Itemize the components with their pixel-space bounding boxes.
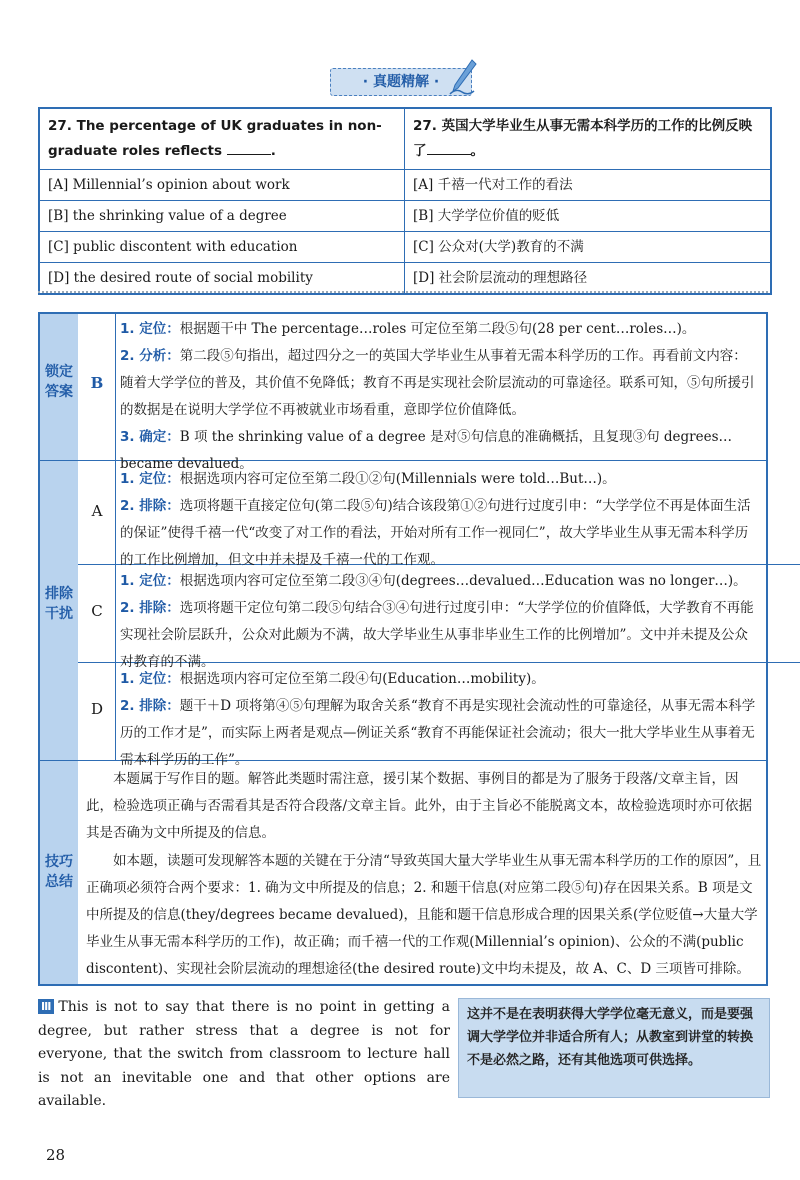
option-letter: D: [90, 700, 104, 718]
option-en: [B] the shrinking value of a degree: [40, 201, 405, 231]
pen-icon: [448, 58, 478, 96]
dotted-divider: [38, 291, 768, 293]
option-en: [A] Millennial’s opinion about work: [40, 170, 405, 200]
page-number: 28: [46, 1146, 66, 1164]
option-row: [40, 262, 770, 293]
option-cn: [D] 社会阶层流动的理想路径: [413, 270, 588, 286]
cn-stem: 27. 英国大学毕业生从事无需本科学历的工作的比例反映了 。: [413, 118, 753, 159]
section-banner: · 真题精解 ·: [330, 68, 472, 96]
answer-label: 锁定 答案: [45, 364, 73, 400]
answer-letter: B: [90, 374, 104, 392]
option-en: [D] the desired route of social mobility: [40, 263, 405, 293]
option-cn: [C] 公众对(大学)教育的不满: [413, 239, 584, 255]
analysis-block: [38, 312, 768, 986]
exclude-text: 1. 定位：根据选项内容可定位至第二段①②句(Millennials were told…But…)。 2. 排除：选项将题干直接定位句(第二段⑤句)结合该段第①②句进行过度引申：“大学学位不再是体面生活的保证”使得千禧一代“改变了对工作的看法，开始对所有工作一视同仁”，故大学毕业生从事无需本科学历的工作比例增加，但文中并未提及千禧一代的工作观。: [120, 471, 751, 568]
option-row: [40, 231, 770, 262]
exclude-text: 1. 定位：根据选项内容可定位至第二段④句(Education…mobility)。 2. 排除：题干＋D 项将第④⑤句理解为取舍关系“教育不再是实现社会流动性的可靠途径，从事无需本科学历的工作才是”，而实际上两者是观点—例证关系“教育不再能保证社会流动；很大一批大学毕业生从事着无需本科学历的工作”。: [120, 671, 756, 768]
option-en: [C] public discontent with education: [40, 232, 405, 262]
answer-text: 1. 定位：根据题干中 The percentage…roles 可定位至第二段⑤句(28 per cent…roles…)。 2. 分析：第二段⑤句指出，超过四分之一的英国大学毕业生从事着无需本科学历的工作。再看前文内容：随着大学学位的普及，其价值不免降低；教育不再是实现社会阶层流动的可靠途径。联系可知，⑤句所援引的数据是在说明大学学位不再被就业市场看重，意即学位价值降低。 3. 确定：B 项 the shrinking value of a degree 是对⑤句信息的准确概括，且复现③句 degrees…became devalued。: [120, 321, 755, 472]
answer-blank: [227, 140, 271, 155]
passage-translation: 这并不是在表明获得大学学位毫无意义，而是要强调大学学位并非适合所有人；从教室到讲堂的转换不是必然之路，还有其他选项可供选择。: [458, 998, 770, 1098]
skill-text: 本题属于写作目的题。解答此类题时需注意，援引某个数据、事例目的都是为了服务于段落/文章主旨，因此，检验选项正确与否需看其是否符合段落/文章主旨。此外，由于主旨必不能脱离文本，故检验选项时亦可依据其是否确为文中所提及的信息。 如本题，读题可发现解答本题的关键在于分清“导致英国大量大学毕业生从事无需本科学历的工作的原因”，且正确项必须符合两个要求：1. 确为文中所提及的信息；2. 和题干信息(对应第二段⑤句)存在因果关系。B 项是文中所提及的信息(they/degrees became devalued)，且能和题干信息形成合理的因果关系(学位贬值→大量大学毕业生从事无需本科学历的工作)，故正确；而千禧一代的工作观(Millennial’s opinion)、公众的不满(public discontent)、实现社会阶层流动的理想途径(the desired route)文中均未提及，故 A、C、D 三项皆可排除。: [86, 771, 762, 978]
exclude-label: 排除 干扰: [45, 586, 73, 622]
passage-english: Ⅲ This is not to say that there is no point in getting a degree, but rather stress that a degree is not for everyone, that the switch from classroom to lecture hall is not an inevitable one and that other options are available.: [38, 999, 450, 1109]
option-letter: C: [91, 602, 103, 620]
option-row: [40, 200, 770, 231]
question-stem-row: [40, 109, 770, 169]
exclude-text: 1. 定位：根据选项内容可定位至第二段③④句(degrees…devalued…Education was no longer…)。 2. 排除：选项将题干定位句第二段⑤句结合③④句进行过度引申：“大学学位的价值降低，大学教育不再能实现社会阶层跃升，公众对此颇为不满，故大学毕业生从事非毕业生工作的比例增加”。文中并未提及公众对教育的不满。: [120, 573, 754, 670]
option-row: [40, 169, 770, 200]
option-letter: A: [91, 502, 103, 520]
skill-label: 技巧 总结: [45, 854, 73, 890]
en-stem: 27. The percentage of UK graduates in non-graduate roles reflects .: [40, 109, 405, 169]
paragraph-number: Ⅲ: [38, 999, 54, 1014]
option-cn: [A] 千禧一代对工作的看法: [413, 177, 573, 193]
question-table: [38, 107, 772, 295]
option-cn: [B] 大学学位价值的贬低: [413, 208, 560, 224]
answer-blank: [427, 140, 471, 155]
